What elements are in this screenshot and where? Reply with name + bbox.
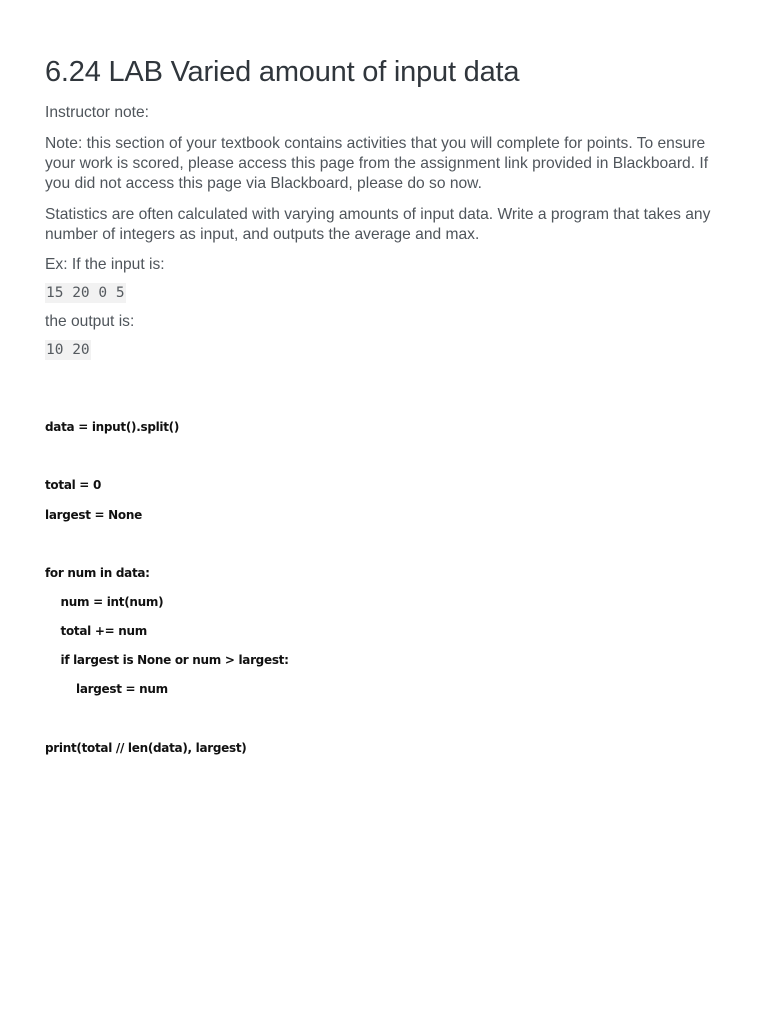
note-paragraph: Note: this section of your textbook contains activities that you will complete for points. To ensure your work is scored, please access this page from the assignment link provided in Blackboard. If you did not access this page via Blackboard, please do so now.: [45, 135, 709, 192]
code-line: data = input().split(): [45, 420, 180, 434]
statistics-paragraph: Statistics are often calculated with varying amounts of input data. Write a program that takes any number of integers as input, and outputs the average and max.: [45, 206, 711, 243]
page-title: 6.24 LAB Varied amount of input data: [45, 56, 520, 88]
code-line: largest = num: [45, 682, 168, 696]
code-line: num = int(num): [45, 595, 164, 609]
code-line: largest = None: [45, 508, 142, 522]
example-input-label: Ex: If the input is:: [45, 256, 165, 273]
code-line: print(total // len(data), largest): [45, 741, 247, 755]
code-line: total = 0: [45, 478, 101, 492]
code-line: if largest is None or num > largest:: [45, 653, 289, 667]
code-line: for num in data:: [45, 566, 150, 580]
example-output-label: the output is:: [45, 313, 135, 330]
code-line: total += num: [45, 624, 147, 638]
instructor-note-label: Instructor note:: [45, 104, 150, 121]
example-output-code: 10 20: [46, 342, 90, 358]
example-input-code: 15 20 0 5: [46, 285, 125, 301]
